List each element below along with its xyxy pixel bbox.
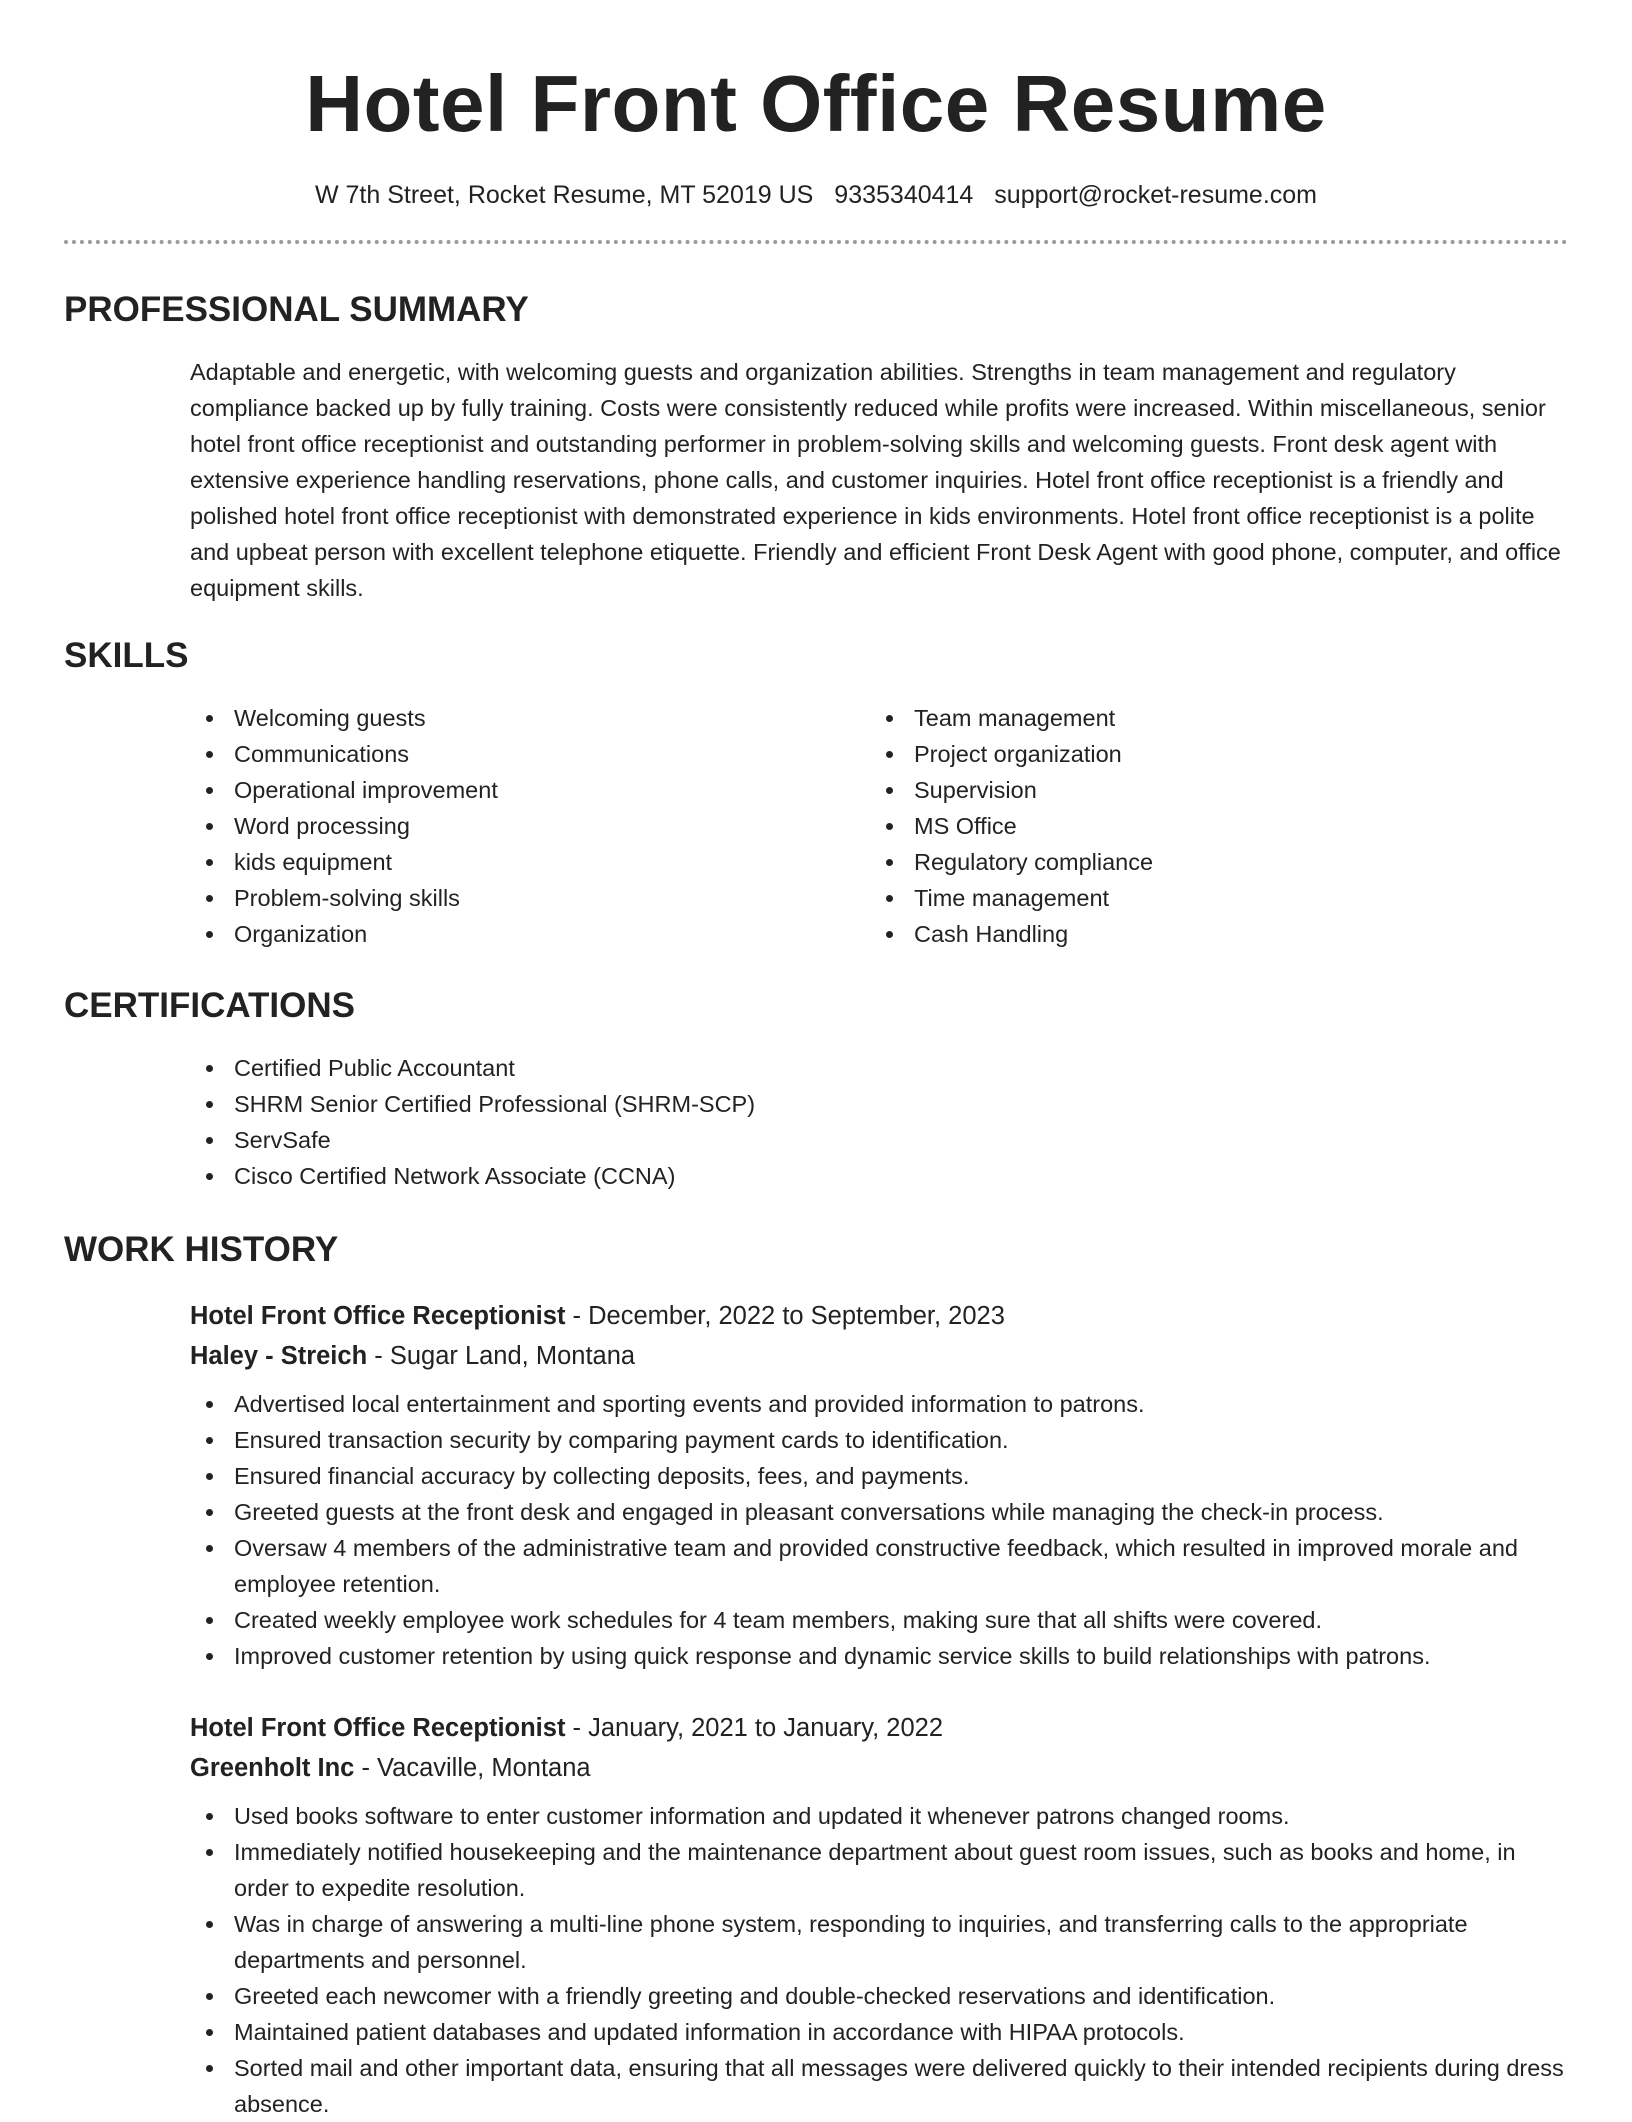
skills-heading: SKILLS xyxy=(64,636,189,675)
contact-phone: 9335340414 xyxy=(834,181,974,209)
resume-title: Hotel Front Office Resume xyxy=(305,59,1327,148)
skill-item: Regulatory compliance xyxy=(870,844,1550,880)
skill-item: Team management xyxy=(870,700,1550,736)
job-bullets xyxy=(64,1386,1568,1674)
job-bullet: Was in charge of answering a multi-line phone system, responding to inquiries, and transferring calls to the appropriate departments and personnel. xyxy=(190,1906,1568,1978)
skill-item: Problem-solving skills xyxy=(190,880,870,916)
skill-item: Communications xyxy=(190,736,870,772)
skill-item: Word processing xyxy=(190,808,870,844)
skill-item: kids equipment xyxy=(190,844,870,880)
skill-item: Supervision xyxy=(870,772,1550,808)
contact-line xyxy=(64,178,1568,212)
summary-text: Adaptable and energetic, with welcoming guests and organization abilities. Strengths in team management and regulatory compliance backed up by fully training. Costs were consistently reduced while profits were increased. Within miscellaneous, senior hotel front office receptionist and outstanding performer in problem-solving skills and welcoming guests. Front desk agent with extensive experience handling reservations, phone calls, and customer inquiries. Hotel front office receptionist is a friendly and polished hotel front office receptionist with demonstrated experience in kids environments. Hotel front office receptionist is a polite and upbeat person with excellent telephone etiquette. Friendly and efficient Front Desk Agent with good phone, computer, and office equipment skills. xyxy=(190,359,1561,601)
header-divider xyxy=(64,240,1568,244)
certification-item: SHRM Senior Certified Professional (SHRM-SCP) xyxy=(190,1086,1568,1122)
job-location: - Sugar Land, Montana xyxy=(367,1342,636,1370)
job-title-line xyxy=(190,1708,1568,1748)
job-bullet: Greeted guests at the front desk and engaged in pleasant conversations while managing the check-in process. xyxy=(190,1494,1568,1530)
skill-item: Time management xyxy=(870,880,1550,916)
skill-item: Operational improvement xyxy=(190,772,870,808)
job-dates: - December, 2022 to September, 2023 xyxy=(565,1302,1005,1330)
job-bullet: Used books software to enter customer information and updated it whenever patrons changed rooms. xyxy=(190,1798,1568,1834)
job-bullet: Ensured financial accuracy by collecting deposits, fees, and payments. xyxy=(190,1458,1568,1494)
job-bullet: Greeted each newcomer with a friendly greeting and double-checked reservations and identification. xyxy=(190,1978,1568,2014)
skills-column-left xyxy=(190,700,870,952)
job-bullets xyxy=(64,1798,1568,2122)
job-company: Haley - Streich xyxy=(190,1342,368,1370)
skills-list xyxy=(190,700,1568,952)
job-location: - Vacaville, Montana xyxy=(354,1754,591,1782)
job-bullet: Oversaw 4 members of the administrative team and provided constructive feedback, which resulted in improved morale and employee retention. xyxy=(190,1530,1568,1602)
skill-item: Welcoming guests xyxy=(190,700,870,736)
skill-item: MS Office xyxy=(870,808,1550,844)
job-title-line xyxy=(190,1296,1568,1336)
certification-item: Cisco Certified Network Associate (CCNA) xyxy=(190,1158,1568,1194)
job-bullet: Advertised local entertainment and sporting events and provided information to patrons. xyxy=(190,1386,1568,1422)
contact-address: W 7th Street, Rocket Resume, MT 52019 US xyxy=(314,181,814,209)
work-history-heading: WORK HISTORY xyxy=(64,1230,339,1269)
skill-item: Cash Handling xyxy=(870,916,1550,952)
job-bullet: Maintained patient databases and updated information in accordance with HIPAA protocols. xyxy=(190,2014,1568,2050)
job-title: Hotel Front Office Receptionist xyxy=(190,1302,566,1330)
job-bullet: Ensured transaction security by comparing payment cards to identification. xyxy=(190,1422,1568,1458)
summary-heading: PROFESSIONAL SUMMARY xyxy=(64,290,529,329)
job-bullet: Created weekly employee work schedules for 4 team members, making sure that all shifts were covered. xyxy=(190,1602,1568,1638)
job-company: Greenholt Inc xyxy=(190,1754,355,1782)
job-bullet: Sorted mail and other important data, ensuring that all messages were delivered quickly to their intended recipients during dress absence. xyxy=(190,2050,1568,2122)
job-entry xyxy=(190,1708,1568,2122)
skill-item: Organization xyxy=(190,916,870,952)
certification-item: Certified Public Accountant xyxy=(190,1050,1568,1086)
certifications-list xyxy=(190,1050,1568,1194)
job-bullet: Improved customer retention by using quick response and dynamic service skills to build relationships with patrons. xyxy=(190,1638,1568,1674)
job-entry xyxy=(190,1296,1568,1674)
skill-item: Project organization xyxy=(870,736,1550,772)
job-title: Hotel Front Office Receptionist xyxy=(190,1714,566,1742)
job-bullet: Immediately notified housekeeping and the maintenance department about guest room issues, such as books and home, in order to expedite resolution. xyxy=(190,1834,1568,1906)
job-company-line xyxy=(190,1748,1568,1788)
certification-item: ServSafe xyxy=(190,1122,1568,1158)
contact-email: support@rocket-resume.com xyxy=(994,181,1318,209)
job-dates: - January, 2021 to January, 2022 xyxy=(565,1714,943,1742)
job-company-line xyxy=(190,1336,1568,1376)
certifications-heading: CERTIFICATIONS xyxy=(64,986,356,1025)
skills-column-right xyxy=(870,700,1550,952)
